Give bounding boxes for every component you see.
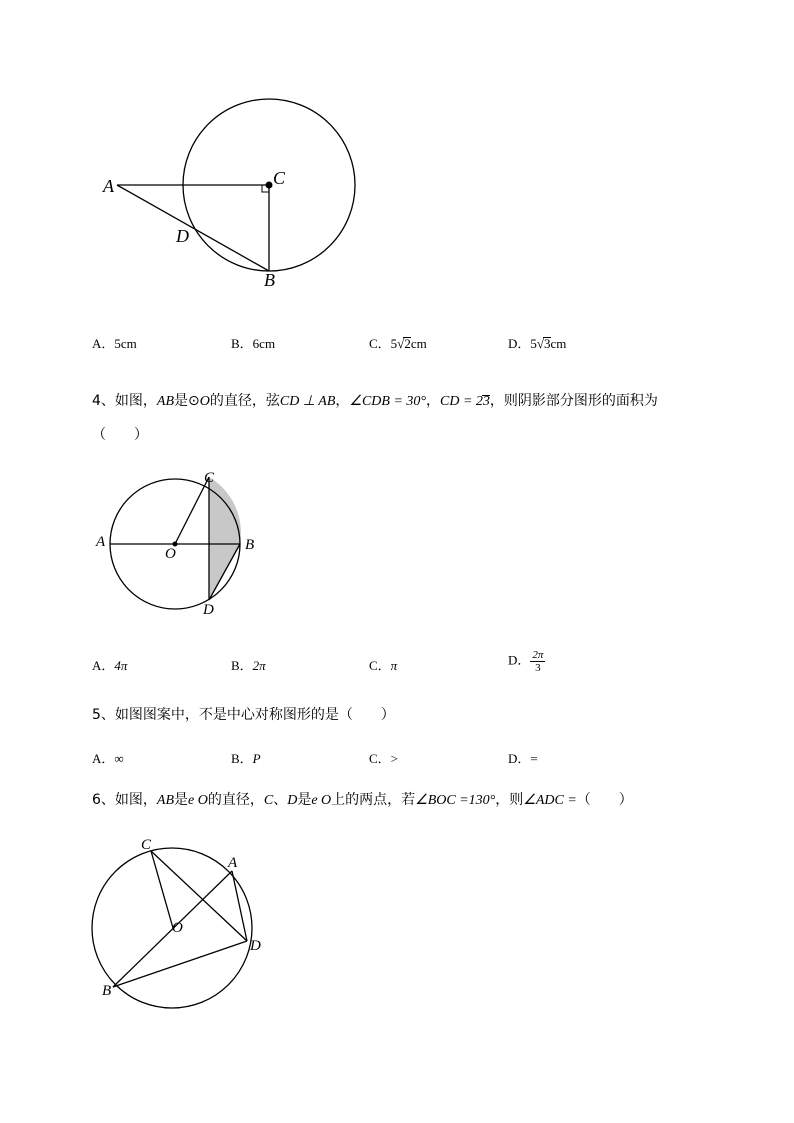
q4-option-d-fraction: $\frac{2\pi}{3}$ [532, 649, 544, 674]
q4-stem: 4、如图，AB是⊙O的直径，弦CD ⊥ AB，∠CDB = 30°，CD = 23，则阴影部分图形的面积为 [92, 393, 658, 409]
q5-stem: 5、如图图案中，不是中心对称图形的是（ ） [92, 707, 395, 723]
q6-label-a: A [228, 855, 238, 871]
q6-label-d: D [250, 938, 261, 954]
q6-stem: 6、如图，AB是e O的直径，C、D是e O上的两点，若∠BOC =130°，则∠ADC =（ ） [92, 792, 633, 808]
q4-label-a: A [96, 534, 106, 550]
q3-options [92, 333, 652, 355]
q3-label-c: C [273, 168, 286, 188]
q6-segment-bd [113, 941, 247, 987]
q3-label-b: B [264, 270, 275, 290]
q4-label-d: D [203, 602, 214, 618]
q6-label-c: C [141, 837, 152, 853]
q5-option-b[interactable]: B．P [231, 751, 261, 766]
q4-option-a[interactable]: A．4π [92, 658, 128, 673]
q4-figure [100, 470, 260, 620]
q3-option-a[interactable]: A．5cm [92, 336, 137, 351]
q3-label-d: D [176, 226, 189, 246]
q3-option-b[interactable]: B．6cm [231, 336, 276, 351]
q3-option-d[interactable]: D．5√3cm [508, 336, 567, 351]
q3-center-dot [266, 182, 273, 189]
q4-option-d[interactable]: D． $\frac{2\pi}{3}$ [508, 649, 544, 674]
q4-segment-oc [175, 477, 209, 544]
q4-option-b[interactable]: B．2π [231, 658, 266, 673]
q4-shaded-region [209, 477, 241, 600]
q6-label-o: O [172, 920, 183, 936]
q6-segment-oc [151, 851, 173, 928]
q3-option-c[interactable]: C．5√2cm [369, 336, 427, 351]
q5-option-d[interactable]: D．= [508, 751, 538, 766]
q5-option-c[interactable]: C．> [369, 751, 399, 766]
q3-figure [90, 90, 380, 300]
q4-options [92, 649, 652, 677]
q4-label-b: B [245, 537, 255, 553]
q3-segment-ab [117, 185, 269, 271]
q5-options [92, 748, 652, 770]
q4-label-o: O [165, 546, 176, 562]
q4-option-c[interactable]: C．π [369, 658, 398, 673]
q6-label-b: B [102, 983, 112, 999]
q6-segment-ad [232, 871, 247, 941]
q4-label-c: C [204, 470, 215, 486]
q4-answer-paren: （ ） [92, 427, 148, 443]
q3-label-a: A [103, 176, 114, 196]
q5-option-a[interactable]: A．∞ [92, 751, 124, 766]
